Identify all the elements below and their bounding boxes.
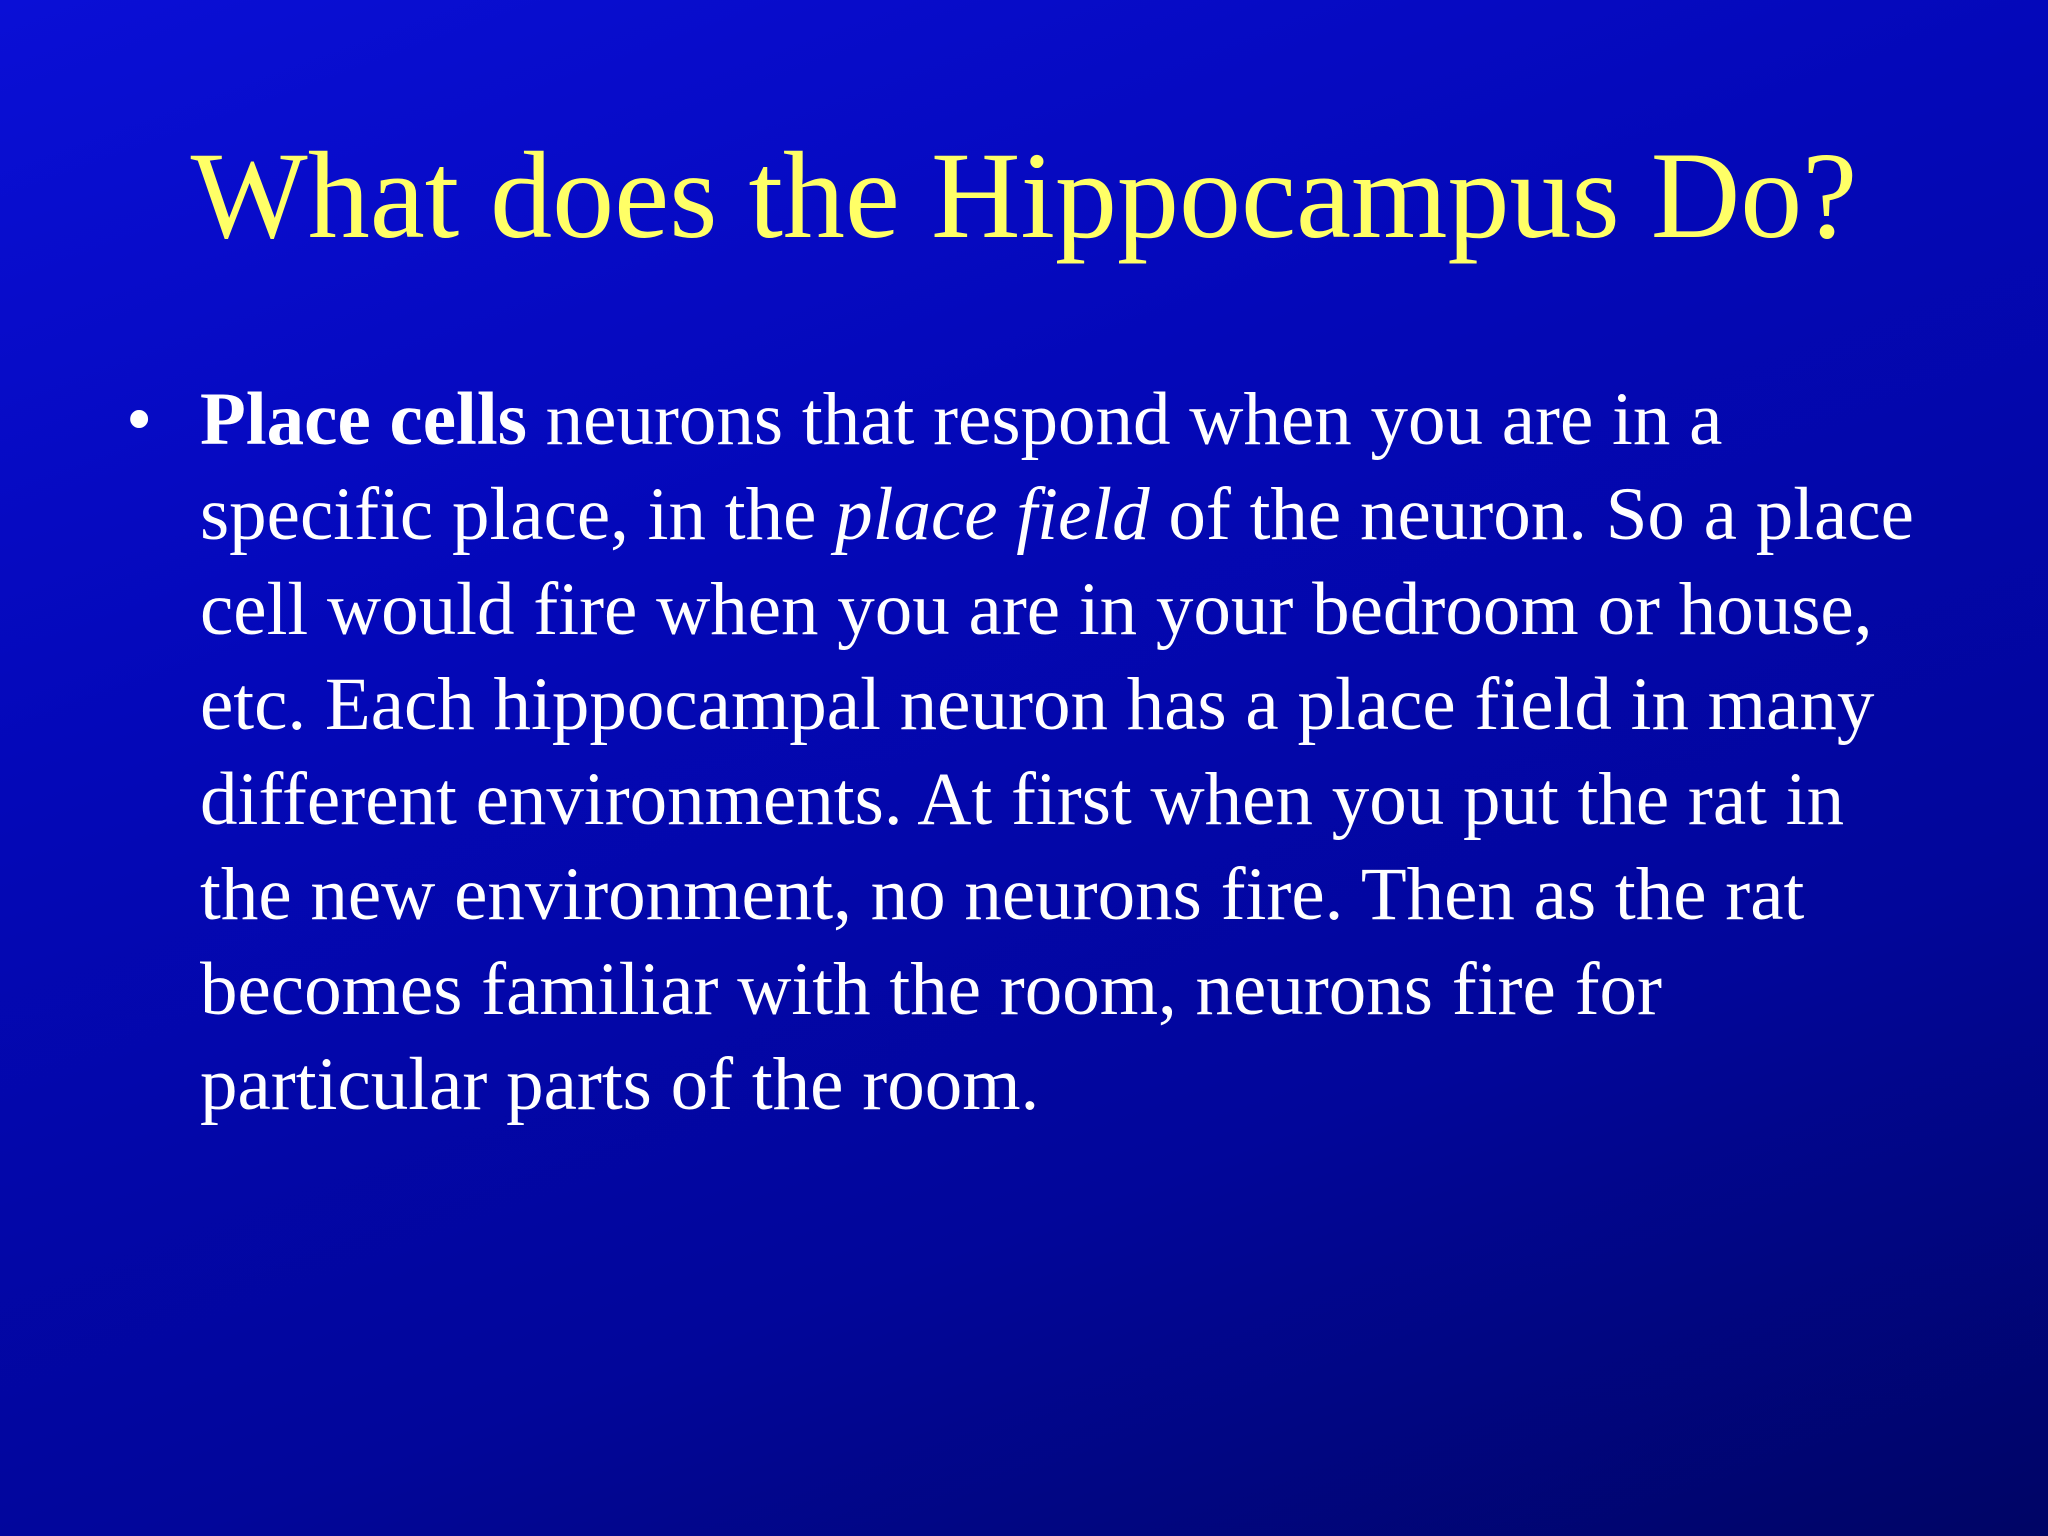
bullet-text bbox=[200, 372, 1926, 1132]
bullet-term: Place cells bbox=[200, 378, 527, 461]
bullet-text-after-emphasis: of the neuron. So a place cell would fire when you are in your bedroom or house, etc. Each hippocampal neuron has a place field in many different environments. At first when you put the rat in the new environment, no neurons fire. Then as the rat becomes familiar with the room, neurons fire for particular parts of the room. bbox=[200, 473, 1914, 1126]
bullet-text-before-emphasis: neurons that respond when you are in a specific place, in the bbox=[200, 378, 1723, 556]
slide-body bbox=[126, 372, 1926, 1132]
slide-title: What does the Hippocampus Do? bbox=[190, 127, 1858, 264]
bullet-item bbox=[126, 372, 1926, 1132]
bullet-icon: • bbox=[126, 378, 153, 461]
bullet-emphasis: place field bbox=[835, 473, 1150, 556]
